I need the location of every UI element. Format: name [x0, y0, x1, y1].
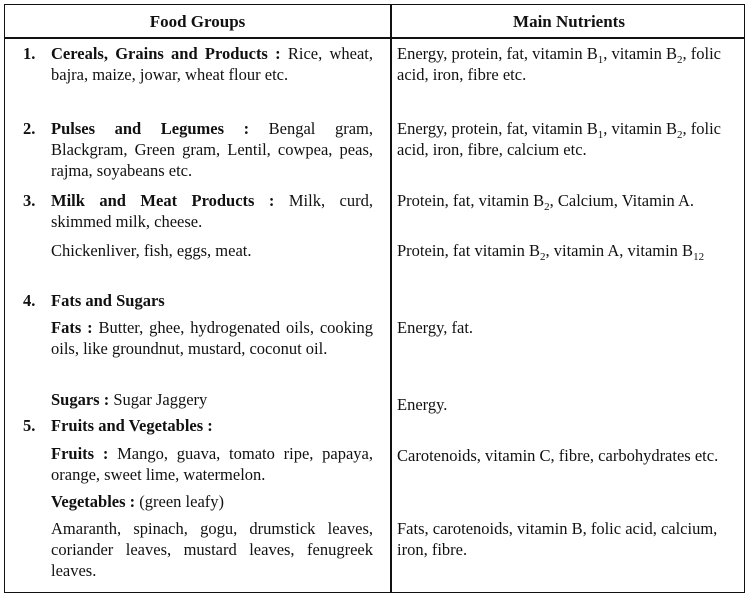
- nutrients-cell: Fats, carotenoids, vitamin B, folic acid, calcium, iron, fibre.: [397, 519, 718, 559]
- group-items: Chickenliver, fish, eggs, meat.: [51, 241, 252, 260]
- row-number: 4.: [23, 291, 36, 310]
- group-title: Milk and Meat Products :: [51, 191, 275, 210]
- group-items: Mango, guava, tomato ripe, papaya, orange, sweet lime, watermelon.: [51, 444, 374, 484]
- food-cell: [23, 317, 373, 359]
- food-cell: [23, 118, 373, 181]
- group-title: Fruits and Vegetables :: [51, 416, 213, 435]
- header-main-nutrients: Main Nutrients: [513, 12, 625, 31]
- row-number: 3.: [23, 191, 36, 210]
- food-cell: [23, 518, 373, 581]
- food-cell: [23, 240, 373, 261]
- row-number: 1.: [23, 44, 36, 63]
- nutrients-cell: Energy, fat.: [397, 318, 474, 337]
- group-items: Sugar Jaggery: [113, 390, 208, 409]
- header-food-groups: Food Groups: [149, 12, 246, 31]
- subgroup-title: Vegetables :: [51, 492, 136, 511]
- group-items: Milk, curd, skimmed milk, cheese.: [51, 191, 373, 231]
- food-cell: [23, 43, 373, 85]
- group-title: Cereals, Grains and Products :: [51, 44, 281, 63]
- food-cell: [23, 389, 373, 410]
- nutrients-cell: Energy, protein, fat, vitamin $B_1$, vitamin $B_2$, folic acid, iron, fibre etc.: [397, 44, 722, 84]
- food-cell: [23, 190, 373, 232]
- food-nutrients-table: [4, 4, 745, 593]
- group-items: Amaranth, spinach, gogu, drumstick leaves, coriander leaves, mustard leaves, fenugreek leaves.: [51, 519, 373, 580]
- food-cell: [23, 491, 373, 512]
- subgroup-title: Fats :: [51, 318, 93, 337]
- nutrients-cell: Protein, fat vitamin $B_2$, vitamin A, vitamin $B_{12}$: [397, 241, 705, 263]
- group-items: Rice, wheat, bajra, maize, jowar, wheat flour etc.: [51, 44, 373, 84]
- subgroup-title: Fruits :: [51, 444, 109, 463]
- food-cell: [23, 290, 373, 311]
- group-items: Butter, ghee, hydrogenated oils, cooking oils, like groundnut, mustard, coconut oil.: [51, 318, 373, 358]
- nutrients-cell: Carotenoids, vitamin C, fibre, carbohydrates etc.: [397, 446, 719, 465]
- group-title: Fats and Sugars: [51, 291, 165, 310]
- group-items: (green leafy): [139, 492, 225, 511]
- food-cell: [23, 415, 373, 436]
- header-divider: [5, 37, 744, 39]
- column-divider: [390, 5, 392, 592]
- subgroup-title: Sugars :: [51, 390, 110, 409]
- nutrients-cell: Energy, protein, fat, vitamin $B_1$, vitamin $B_2$, folic acid, iron, fibre, calcium etc.: [397, 119, 722, 159]
- group-items: Bengal gram, Blackgram, Green gram, Lentil, cowpea, peas, rajma, soyabeans etc.: [51, 119, 373, 180]
- group-title: Pulses and Legumes :: [51, 119, 250, 138]
- row-number: 5.: [23, 416, 36, 435]
- nutrients-cell: Energy.: [397, 395, 448, 414]
- row-number: 2.: [23, 119, 36, 138]
- food-cell: [23, 443, 373, 485]
- nutrients-cell: Protein, fat, vitamin $B_2$, Calcium, Vitamin A.: [397, 191, 695, 213]
